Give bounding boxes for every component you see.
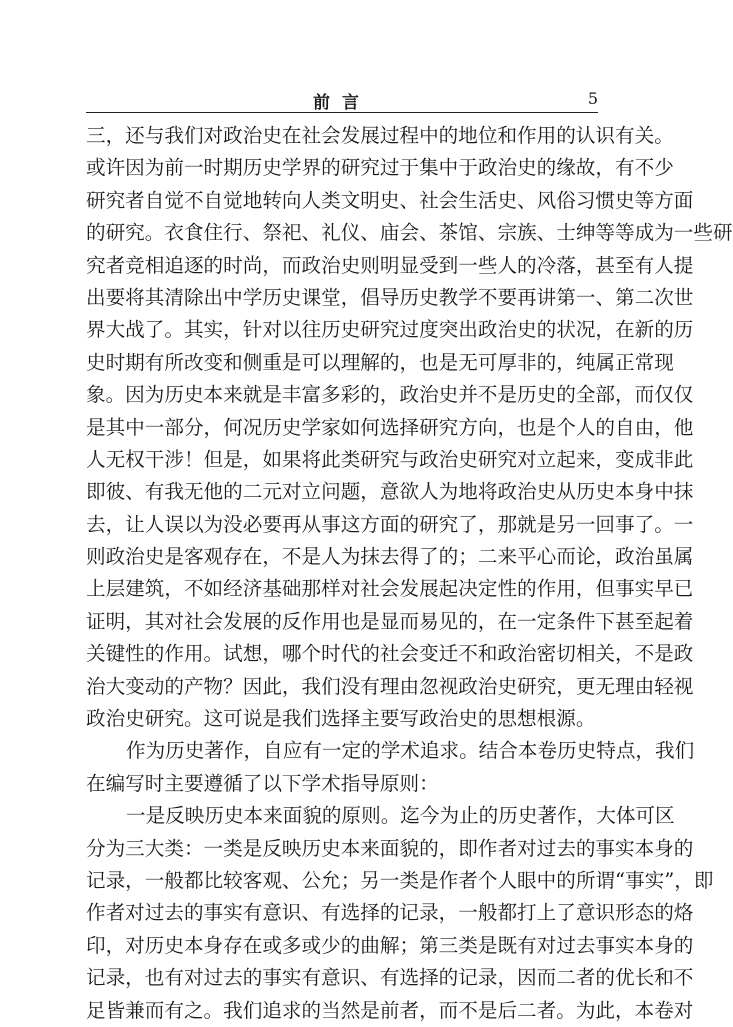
- text-line: 政治史研究。这可说是我们选择主要写政治史的思想根源。: [86, 707, 596, 731]
- text-line: 人无权干涉！但是，如果将此类研究与政治史研究对立起来，变成非此: [86, 447, 694, 471]
- text-line: 史时期有所改变和侧重是可以理解的，也是无可厚非的，纯属正常现: [86, 350, 674, 374]
- text-line: 上层建筑，不如经济基础那样对社会发展起决定性的作用，但事实早已: [86, 577, 694, 601]
- text-line: 的研究。衣食住行、祭祀、礼仪、庙会、茶馆、宗族、士绅等等成为一些研: [86, 221, 733, 245]
- text-line: 关键性的作用。试想，哪个时代的社会变迁不和政治密切相关，不是政: [86, 642, 694, 666]
- page-number: 5: [587, 89, 598, 108]
- text-line: 记录，也有对过去的事实有意识、有选择的记录，因而二者的优长和不: [86, 966, 694, 990]
- text-line: 则政治史是客观存在，不是人为抹去得了的；二来平心而论，政治虽属: [86, 545, 694, 569]
- text-line: 证明，其对社会发展的反作用也是显而易见的，在一定条件下甚至起着: [86, 609, 694, 633]
- text-line: 即彼、有我无他的二元对立问题，意欲人为地将政治史从历史本身中抹: [86, 480, 694, 504]
- text-line: 三，还与我们对政治史在社会发展过程中的地位和作用的认识有关。: [86, 124, 674, 147]
- text-line: 去，让人误以为没必要再从事这方面的研究了，那就是另一回事了。一: [86, 512, 694, 536]
- text-line: 作为历史著作，自应有一定的学术追求。结合本卷历史特点，我们: [126, 739, 695, 763]
- text-line: 是其中一部分，何况历史学家如何选择研究方向，也是个人的自由，他: [86, 415, 694, 439]
- text-line: 足皆兼而有之。我们追求的当然是前者，而不是后二者。为此，本卷对: [86, 998, 694, 1022]
- text-line: 研究者自觉不自觉地转向人类文明史、社会生活史、风俗习惯史等方面: [86, 188, 694, 212]
- running-header: [86, 86, 598, 113]
- text-line: 象。因为历史本来就是丰富多彩的，政治史并不是历史的全部，而仅仅: [86, 383, 694, 407]
- text-line: 在编写时主要遵循了以下学术指导原则：: [86, 771, 439, 795]
- text-line: 作者对过去的事实有意识、有选择的记录，一般都打上了意识形态的烙: [86, 901, 694, 925]
- text-line: 一是反映历史本来面貌的原则。迄今为止的历史著作，大体可区: [126, 804, 675, 828]
- text-line: 印，对历史本身存在或多或少的曲解；第三类是既有对过去事实本身的: [86, 933, 694, 957]
- text-line: 记录，一般都比较客观、公允；另一类是作者个人眼中的所谓“事实”，即: [86, 868, 714, 892]
- text-line: 治大变动的产物？因此，我们没有理由忽视政治史研究，更无理由轻视: [86, 674, 694, 698]
- body-text: [86, 120, 733, 1027]
- text-line: 究者竞相追逐的时尚，而政治史则明显受到一些人的冷落，甚至有人提: [86, 253, 694, 277]
- text-line: 界大战了。其实，针对以往历史研究过度突出政治史的状况，在新的历: [86, 318, 694, 342]
- text-line: 或许因为前一时期历史学界的研究过于集中于政治史的缘故，有不少: [86, 156, 674, 180]
- header-title: 前言: [313, 93, 371, 113]
- text-line: 出要将其清除出中学历史课堂，倡导历史教学不要再讲第一、第二次世: [86, 285, 694, 309]
- text-line: 分为三大类：一类是反映历史本来面貌的，即作者对过去的事实本身的: [86, 836, 694, 860]
